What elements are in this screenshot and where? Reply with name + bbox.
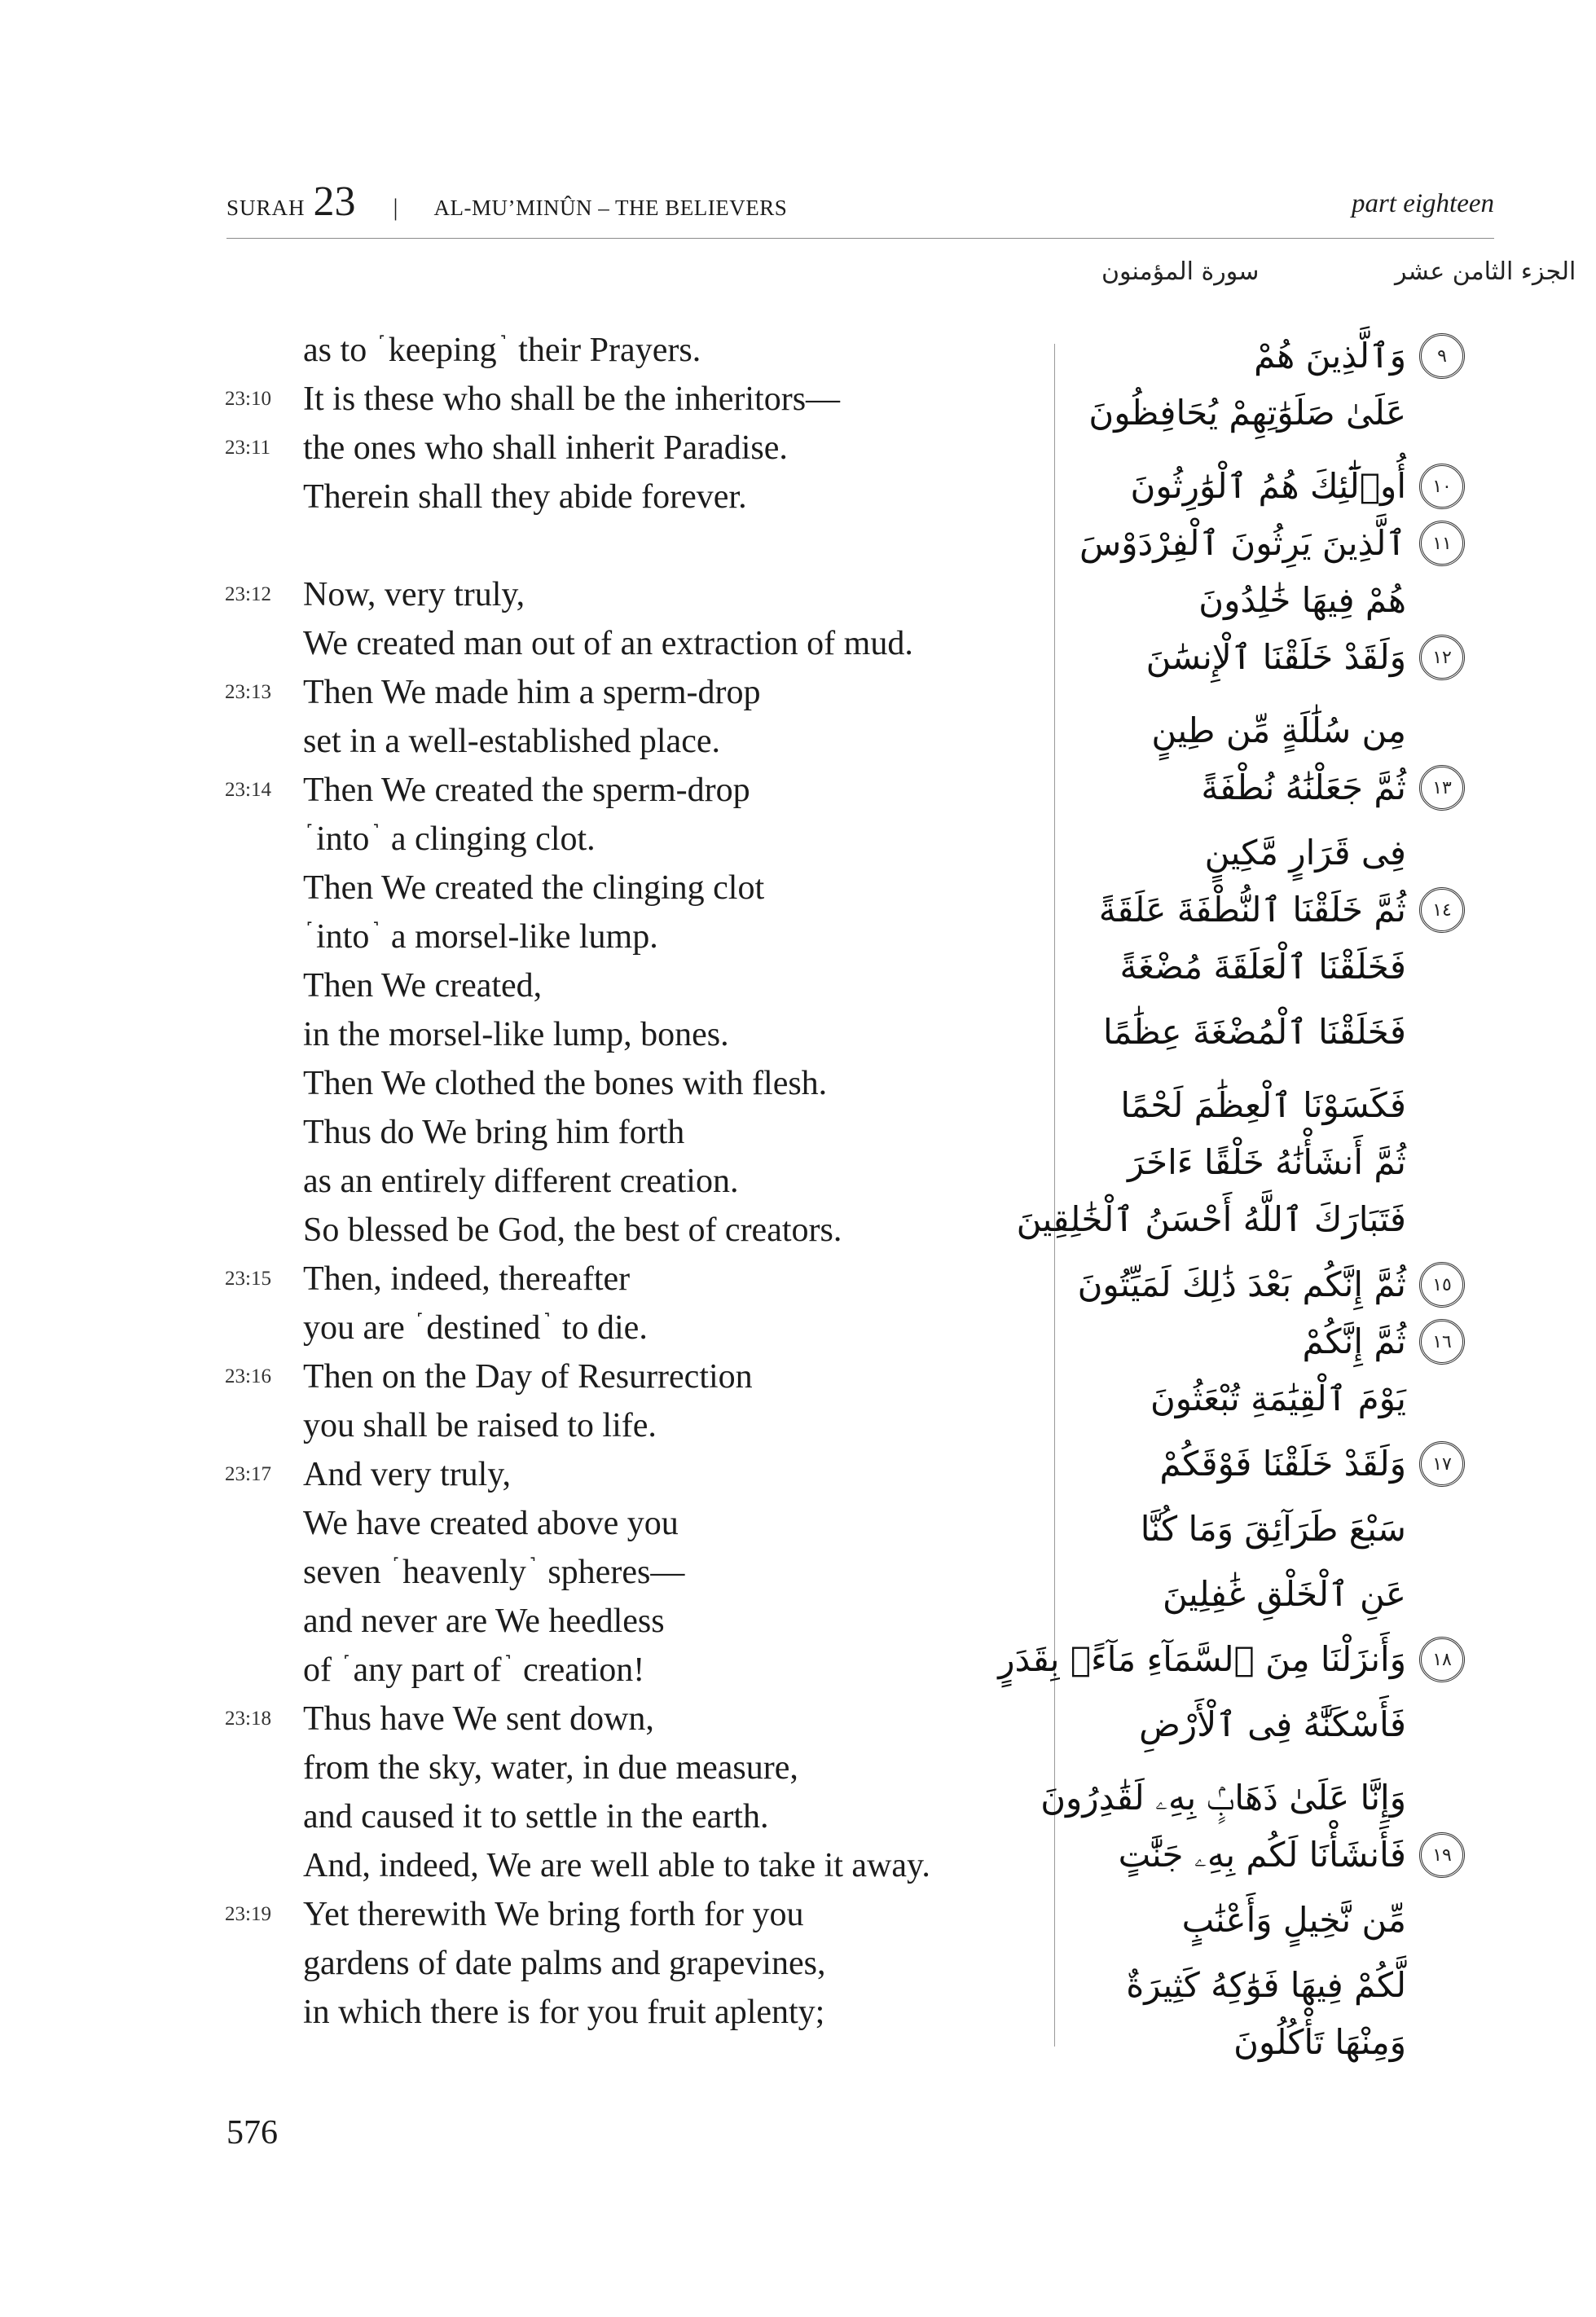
verse-line: [0, 1548, 1059, 1597]
verse-line: [0, 1059, 1059, 1108]
verse-text: Thus do We bring him forth: [303, 1114, 685, 1151]
verse-text: It is these who shall be the inheritors—: [303, 380, 841, 418]
header-divider: [226, 238, 1494, 239]
arabic-verse-line: فِى قَرَارٍ مَّكِينٍ: [1204, 833, 1406, 873]
verse-number-marker: ١٢: [1419, 635, 1465, 680]
verse-number-marker: ١٨: [1419, 1637, 1465, 1682]
verse-line: [0, 1743, 1059, 1792]
verse-number-marker: ١١: [1419, 521, 1465, 566]
verse-line: [0, 1157, 1059, 1206]
verse-reference: 23:13: [225, 681, 271, 703]
verse-text: And very truly,: [303, 1456, 512, 1493]
arabic-verse-line: أُو۟لَٰٓئِكَ هُمُ ٱلْوَٰرِثُونَ: [1130, 466, 1406, 506]
verse-text: Then We created the clinging clot: [303, 869, 765, 907]
arabic-verse-line: فَأَنشَأْنَا لَكُم بِهِۦ جَنَّٰتٍ: [1118, 1835, 1406, 1875]
verse-number-marker: ١٠: [1419, 464, 1465, 509]
verse-text: Then We created the sperm-drop: [303, 772, 750, 809]
arabic-verse-line: فَخَلَقْنَا ٱلْمُضْغَةَ عِظَٰمًا: [1103, 1012, 1406, 1052]
arabic-verse-line: ثُمَّ أَنشَأْنَٰهُ خَلْقًا ءَاخَرَ: [1128, 1142, 1406, 1182]
verse-text: Thus have We sent down,: [303, 1700, 654, 1738]
verse-line: [0, 1841, 1059, 1890]
verse-number-marker: ١٤: [1419, 887, 1465, 933]
running-header: [226, 178, 1494, 226]
verse-line: [0, 815, 1059, 864]
arabic-verse-line: عَلَىٰ صَلَوَٰتِهِمْ يُحَافِظُونَ: [1088, 393, 1406, 433]
verse-line: [0, 1352, 1059, 1401]
verse-number-marker: ١٧: [1419, 1441, 1465, 1487]
verse-line: [0, 424, 1059, 473]
verse-text: in which there is for you fruit aplenty;: [303, 1994, 825, 2031]
verse-text: Now, very truly,: [303, 576, 525, 613]
arabic-verse-line: ثُمَّ إِنَّكُم بَعْدَ ذَٰلِكَ لَمَيِّتُونَ: [1077, 1264, 1406, 1304]
verse-line: [0, 668, 1059, 717]
verse-text: as an entirely different creation.: [303, 1163, 739, 1200]
verse-reference: 23:14: [225, 779, 271, 801]
verse-line: [0, 1450, 1059, 1499]
arabic-verse-line: لَّكُمْ فِيهَا فَوَٰكِهُ كَثِيرَةٌ: [1126, 1965, 1406, 2005]
part-label: part eighteen: [1351, 189, 1494, 218]
arabic-verse-line: يَوْمَ ٱلْقِيَٰمَةِ تُبْعَثُونَ: [1150, 1378, 1406, 1418]
verse-text: you shall be raised to life.: [303, 1407, 657, 1444]
verse-line: [0, 375, 1059, 424]
verse-text: in the morsel-like lump, bones.: [303, 1016, 729, 1053]
verse-number-marker: ٩: [1419, 333, 1465, 379]
surah-number: 23: [313, 178, 356, 225]
verse-reference: 23:10: [225, 388, 271, 410]
arabic-verse-line: ثُمَّ إِنَّكُمْ: [1302, 1321, 1406, 1361]
verse-line: [0, 961, 1059, 1010]
arabic-verse-line: فَتَبَارَكَ ٱللَّهُ أَحْسَنُ ٱلْخَٰلِقِينَ: [1016, 1199, 1406, 1239]
header-separator: |: [393, 194, 398, 221]
arabic-verse-line: فَكَسَوْنَا ٱلْعِظَٰمَ لَحْمًا: [1120, 1085, 1406, 1125]
verse-line: [0, 1890, 1059, 1939]
verse-line: [0, 1695, 1059, 1743]
verse-reference: 23:18: [225, 1708, 271, 1730]
verse-line: [0, 1597, 1059, 1646]
verse-text: set in a well-established place.: [303, 723, 720, 760]
verse-line: [0, 473, 1059, 521]
verse-text: Therein shall they abide forever.: [303, 478, 747, 516]
arabic-part-title: الجزء الثامن عشر: [1395, 257, 1576, 286]
verse-reference: 23:19: [225, 1903, 271, 1925]
verse-reference: 23:11: [225, 437, 271, 459]
verse-text: And, indeed, We are well able to take it away.: [303, 1847, 930, 1884]
verse-line: [0, 1988, 1059, 2037]
arabic-verse-line: مِّن نَّخِيلٍ وَأَعْنَٰبٍ: [1181, 1900, 1406, 1940]
verse-reference: 23:12: [225, 583, 271, 605]
verse-text: as to ˹keeping ˺ their Prayers.: [303, 330, 701, 369]
verse-text: Then, indeed, thereafter: [303, 1260, 631, 1298]
arabic-verse-line: وَٱلَّذِينَ هُمْ: [1254, 336, 1406, 376]
verse-number-marker: ١٩: [1419, 1832, 1465, 1878]
verse-text: seven ˹heavenly ˺ spheres—: [303, 1552, 685, 1591]
verse-text: Yet therewith We bring forth for you: [303, 1896, 804, 1933]
arabic-verse-line: ٱلَّذِينَ يَرِثُونَ ٱلْفِرْدَوْسَ: [1079, 523, 1406, 563]
verse-line: [0, 1255, 1059, 1304]
surah-label: SURAH: [226, 196, 306, 220]
page-number: 576: [226, 2114, 278, 2152]
verse-line: [0, 864, 1059, 912]
verse-number-marker: ١٦: [1419, 1319, 1465, 1365]
verse-line: [0, 1401, 1059, 1450]
verse-line: [0, 619, 1059, 668]
verse-number-marker: ١٣: [1419, 765, 1465, 811]
verse-reference: 23:17: [225, 1463, 271, 1485]
verse-line: [0, 326, 1059, 375]
verse-text: and caused it to settle in the earth.: [303, 1798, 769, 1836]
verse-text: you are ˹destined ˺ to die.: [303, 1308, 648, 1347]
arabic-verse-line: وَلَقَدْ خَلَقْنَا ٱلْإِنسَٰنَ: [1145, 637, 1406, 677]
arabic-verse-line: مِن سُلَٰلَةٍ مِّن طِينٍ: [1151, 710, 1406, 750]
arabic-verse-line: فَخَلَقْنَا ٱلْعَلَقَةَ مُضْغَةً: [1119, 947, 1406, 987]
verse-text: and never are We heedless: [303, 1603, 665, 1640]
verse-text: Then We made him a sperm-drop: [303, 674, 761, 711]
verse-number-marker: ١٥: [1419, 1262, 1465, 1308]
verse-line: [0, 766, 1059, 815]
arabic-verse-line: هُمْ فِيهَا خَٰلِدُونَ: [1198, 580, 1406, 620]
arabic-verse-line: عَنِ ٱلْخَلْقِ غَٰفِلِينَ: [1163, 1574, 1406, 1614]
arabic-verse-line: سَبْعَ طَرَآئِقَ وَمَا كُنَّا: [1140, 1509, 1406, 1549]
verse-text: ˹into ˺ a morsel-like lump.: [306, 917, 658, 956]
verse-line: [0, 570, 1059, 619]
verse-text: Then We clothed the bones with flesh.: [303, 1065, 828, 1102]
arabic-verse-line: ثُمَّ خَلَقْنَا ٱلنُّطْفَةَ عَلَقَةً: [1098, 890, 1406, 930]
arabic-verse-line: ثُمَّ جَعَلْنَٰهُ نُطْفَةً: [1201, 767, 1406, 807]
header-left: [226, 178, 788, 225]
verse-text: of ˹any part of ˺ creation!: [303, 1650, 645, 1689]
arabic-verse-line: وَمِنْهَا تَأْكُلُونَ: [1233, 2022, 1406, 2062]
verse-text: the ones who shall inherit Paradise.: [303, 429, 788, 467]
verse-line: [0, 1499, 1059, 1548]
arabic-verse-line: وَأَنزَلْنَا مِنَ ٱلسَّمَآءِ مَآءًۢ بِقَدَرٍ: [998, 1639, 1406, 1679]
verse-text: Then We created,: [303, 967, 543, 1005]
verse-line: [0, 1939, 1059, 1988]
verse-text: gardens of date palms and grapevines,: [303, 1945, 826, 1982]
verse-line: [0, 717, 1059, 766]
verse-text: Then on the Day of Resurrection: [303, 1358, 753, 1396]
arabic-verse-line: وَلَقَدْ خَلَقْنَا فَوْقَكُمْ: [1159, 1444, 1406, 1484]
arabic-surah-title: سورة المؤمنون: [1101, 257, 1260, 286]
verse-line: [0, 1108, 1059, 1157]
verse-text: We have created above you: [303, 1505, 679, 1542]
verse-text: from the sky, water, in due measure,: [303, 1749, 798, 1787]
surah-name: AL-MU’MINÛN – THE BELIEVERS: [433, 196, 788, 220]
arabic-verse-line: فَأَسْكَنَّٰهُ فِى ٱلْأَرْضِ: [1139, 1704, 1406, 1744]
arabic-verse-line: وَإِنَّا عَلَىٰ ذَهَابٍۢ بِهِۦ لَقَٰدِرُونَ: [1040, 1778, 1406, 1818]
verse-reference: 23:16: [225, 1365, 271, 1387]
verse-line: [0, 1646, 1059, 1695]
verse-line: [0, 912, 1059, 961]
verse-line: [0, 1792, 1059, 1841]
verse-text: So blessed be God, the best of creators.: [303, 1211, 842, 1249]
verse-text: We created man out of an extraction of mud.: [303, 625, 913, 662]
verse-reference: 23:15: [225, 1268, 271, 1290]
verse-line: [0, 1010, 1059, 1059]
verse-line: [0, 1206, 1059, 1255]
verse-text: ˹into ˺ a clinging clot.: [306, 819, 596, 858]
verse-line: [0, 1304, 1059, 1352]
